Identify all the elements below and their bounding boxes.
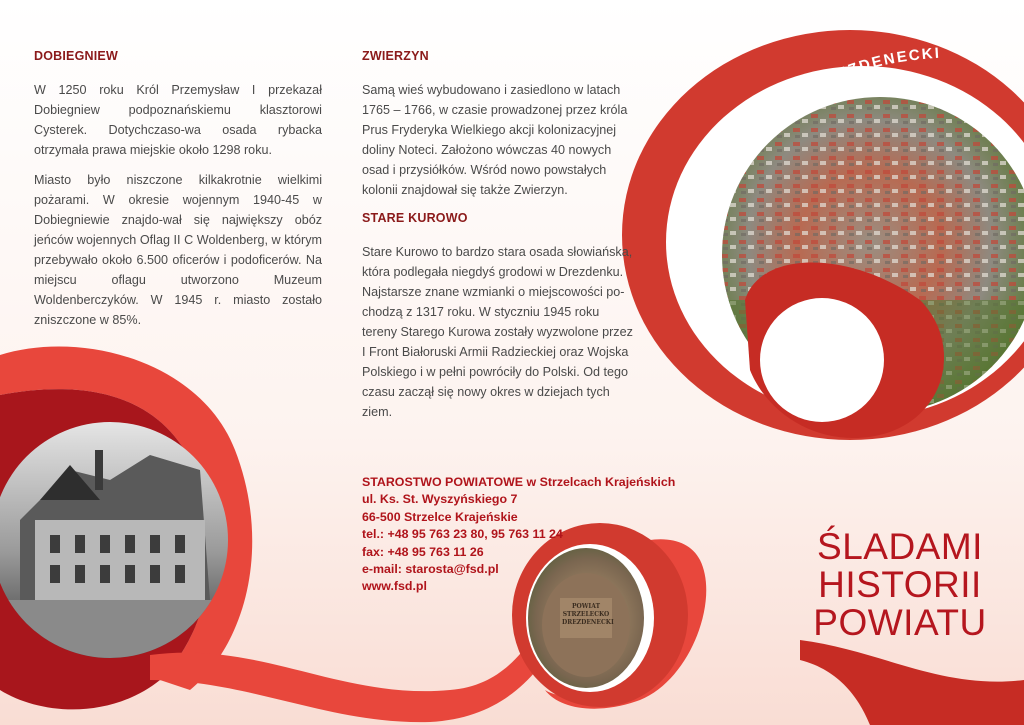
contact-fax: fax: +48 95 763 11 26 xyxy=(362,544,484,559)
zwierzyn-heading: ZWIERZYN xyxy=(362,49,429,63)
contact-org xyxy=(362,474,682,491)
stare-kurowo-section xyxy=(362,208,637,432)
contact-org-name: STAROSTWO POWIATOWE xyxy=(362,475,524,489)
zwierzyn-section xyxy=(362,46,637,210)
stare-kurowo-heading: STARE KUROWO xyxy=(362,211,468,225)
zwierzyn-paragraph: Samą wieś wybudowano i zasiedlono w latach 1765 – 1766, w czasie prowadzonej przez króla Prus Fryderyka Wielkiego akcji kolonizacyjnej doliny Noteci. Założono wówczas 40 nowych osad i przysiółków. Wśród nowo powstałych kolonii znajdował się także Zwierzyn. xyxy=(362,83,628,197)
stone-line: POWIAT xyxy=(571,603,601,610)
contact-www[interactable]: www.fsd.pl xyxy=(362,579,427,594)
contact-street: ul. Ks. St. Wyszyńskiego 7 xyxy=(362,492,518,507)
contact-email[interactable]: e-mail: starosta@fsd.pl xyxy=(362,562,499,577)
arc-title: POWIAT STRZELECKO-DREZDENECKI xyxy=(698,44,942,259)
dobiegniew-heading: DOBIEGNIEW xyxy=(34,49,118,63)
stone-line: STRZELECKO xyxy=(562,611,610,618)
contact-postal: 66-500 Strzelce Krajeńskie xyxy=(362,509,518,524)
title-line: POWIATU xyxy=(813,602,987,643)
contact-tel: tel.: +48 95 763 23 80, 95 763 11 24 xyxy=(362,527,563,542)
dobiegniew-section xyxy=(34,46,322,340)
stone-line: DREZDENECKI xyxy=(562,619,614,626)
title-line: ŚLADAMI xyxy=(817,526,983,567)
contact-block xyxy=(362,474,682,596)
stone-inscription xyxy=(562,603,614,627)
dobiegniew-paragraph-2: Miasto było niszczone kilkakrotnie wielkimi pożarami. W okresie wojennym 1940-45 w Dobiegniewie znajdo-wał się największy obóz jeńców wojennych Oflag II C Woldenberg, w którym przebywało około 6.500 oficerów i podoficerów. Na miejscu oflagu utworzono Muzeum Woldenberczyków. W 1945 r. miasto zostało zniszczone w 85%. xyxy=(34,173,322,327)
contact-org-location: w Strzelcach Krajeńskich xyxy=(523,475,676,489)
dobiegniew-paragraph-1: W 1250 roku Król Przemysław I przekazał Dobiegniew podpoznańskiemu klasztorowi Cysterek. Dotychczaso-wa osada rybacka otrzymała prawa miejskie około 1298 roku. xyxy=(34,83,322,157)
main-title xyxy=(800,528,1000,642)
stare-kurowo-paragraph: Stare Kurowo to bardzo stara osada słowiańska, która podlegała niegdyś grodowi w Drezdenku. Najstarsze znane wzmianki o miejscowości po-chodzą z 1317 roku. W styczniu 1945 roku tereny Starego Kurowa zostały wyzwolone przez I Front Białoruski Armii Radzieckiej oraz Wojska Polskiego i w pełni powróciły do Polski. Od tego czasu zaczął się nowy okres w dziejach tych ziem. xyxy=(362,245,633,419)
title-line: HISTORII xyxy=(818,564,982,605)
svg-text:POWIAT STRZELECKO-DREZDENECKI xyxy=(699,45,941,259)
